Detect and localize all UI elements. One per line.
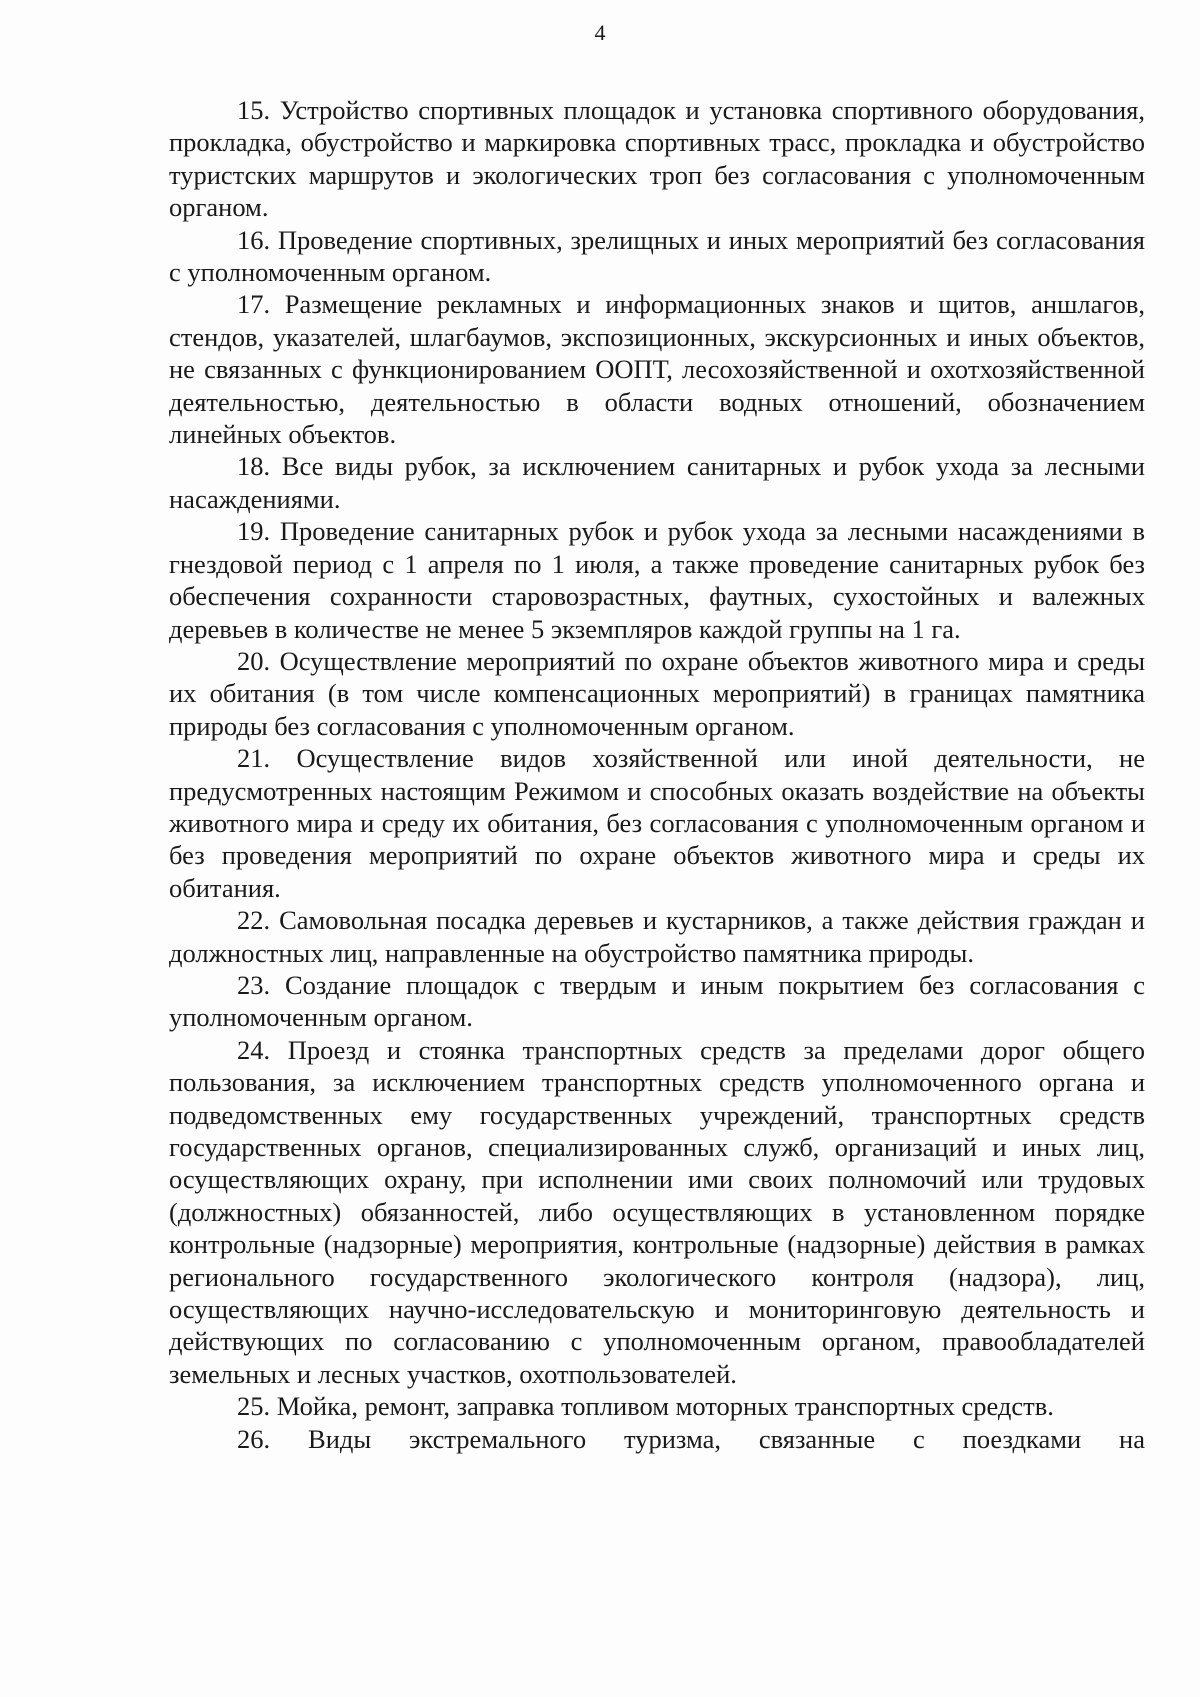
- paragraph-26: 26. Виды экстремального туризма, связанные с поездками на: [237, 1423, 1145, 1454]
- page-number: 4: [594, 20, 606, 45]
- paragraph-17: 17. Размещение рекламных и информационных знаков и щитов, аншлагов, стендов, указателей, шлагбаумов, экспозиционных, экскурсионных и иных объектов, не связанных с функционированием ООПТ, лесохозяйственной и охотхозяйственной деятельностью, деятельностью в области водных отношений, обозначением линейных объектов.: [169, 289, 1145, 450]
- paragraph-23: 23. Создание площадок с твердым и иным покрытием без согласования с уполномоченным органом.: [169, 969, 1145, 1033]
- paragraph-24: 24. Проезд и стоянка транспортных средств за пределами дорог общего пользования, за исключением транспортных средств уполномоченного органа и подведомственных ему государственных учреждений, транспортных средств государственных органов, специализированных служб, организаций и иных лиц, осуществляющих охрану, при исполнении ими своих полномочий или трудовых (должностных) обязанностей, либо осуществляющих в установленном порядке контрольные (надзорные) мероприятия, контрольные (надзорные) действия в рамках регионального государственного экологического контроля (надзора), лиц, осуществляющих научно-исследовательскую и мониторинговую деятельность и действующих по согласованию с уполномоченным органом, правообладателей земельных и лесных участков, охотпользователей.: [169, 1034, 1145, 1389]
- paragraph-16: 16. Проведение спортивных, зрелищных и иных мероприятий без согласования с уполномоченным органом.: [169, 224, 1145, 288]
- paragraph-19: 19. Проведение санитарных рубок и рубок ухода за лесными насаждениями в гнездовой период с 1 апреля по 1 июля, а также проведение санитарных рубок без обеспечения сохранности старовозрастных, фаутных, сухостойных и валежных деревьев в количестве не менее 5 экземпляров каждой группы на 1 га.: [169, 516, 1145, 644]
- paragraph-22: 22. Самовольная посадка деревьев и кустарников, а также действия граждан и должностных лиц, направленные на обустройство памятника природы.: [169, 905, 1145, 968]
- paragraph-18: 18. Все виды рубок, за исключением санитарных и рубок ухода за лесными насаждениями.: [169, 451, 1145, 514]
- paragraph-15: 15. Устройство спортивных площадок и установка спортивного оборудования, прокладка, обустройство и маркировка спортивных трасс, прокладка и обустройство туристских маршрутов и экологических троп без согласования с уполномоченным органом.: [169, 95, 1145, 223]
- paragraph-25: 25. Мойка, ремонт, заправка топливом моторных транспортных средств.: [237, 1391, 1054, 1422]
- paragraph-21: 21. Осуществление видов хозяйственной или иной деятельности, не предусмотренных настоящим Режимом и способных оказать воздействие на объекты животного мира и среду их обитания, без согласования с уполномоченным органом и без проведения мероприятий по охране объектов животного мира и среды их обитания.: [169, 743, 1145, 903]
- document-body: [169, 94, 1145, 1455]
- paragraph-20: 20. Осуществление мероприятий по охране объектов животного мира и среды их обитания (в том числе компенсационных мероприятий) в границах памятника природы без согласования с уполномоченным органом.: [169, 645, 1145, 741]
